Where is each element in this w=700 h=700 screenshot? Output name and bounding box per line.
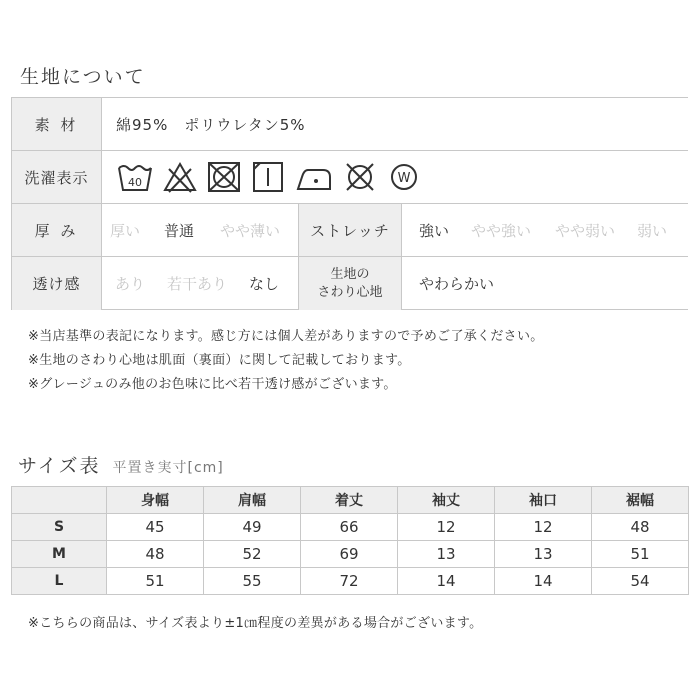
care-label: 洗濯表示	[12, 151, 102, 203]
fabric-section-title: 生地について	[20, 66, 146, 88]
fabric-table	[11, 97, 688, 310]
size-header-cell: 裾幅	[592, 487, 689, 514]
size-header-row	[12, 487, 689, 514]
sheer-label: 透け感	[12, 257, 102, 310]
care-icons	[116, 159, 422, 195]
size-header-cell: 肩幅	[204, 487, 301, 514]
wet-clean-icon	[386, 159, 422, 195]
size-row-label: L	[12, 568, 107, 595]
stretch-option-fairly-weak: やや弱い	[555, 221, 616, 240]
size-cell: 69	[301, 541, 398, 568]
thickness-stretch-row	[12, 204, 688, 257]
size-header-cell: 袖丈	[398, 487, 495, 514]
size-cell: 45	[107, 514, 204, 541]
size-note: ※こちらの商品は、サイズ表より±1㎝程度の差異がある場合がございます。	[28, 616, 483, 631]
table-row	[12, 541, 689, 568]
wash-temp-label: 40	[128, 176, 142, 189]
stretch-option-strong: 強い	[419, 221, 450, 240]
stretch-option-fairly-strong: やや強い	[471, 221, 532, 240]
size-cell: 12	[495, 514, 592, 541]
no-tumble-dry-icon	[206, 159, 242, 195]
size-cell: 51	[592, 541, 689, 568]
texture-value: やわらかい	[419, 275, 495, 293]
table-row	[12, 568, 689, 595]
wet-clean-letter: W	[397, 171, 411, 186]
fabric-note-2: ※生地のさわり心地は肌面（裏面）に関して記載しております。	[28, 353, 411, 368]
thickness-option-thick: 厚い	[110, 221, 141, 240]
material-row	[12, 98, 688, 151]
size-subtitle: 平置き実寸[cm]	[112, 460, 224, 476]
thickness-option-normal: 普通	[164, 221, 195, 240]
wash-40-icon	[116, 159, 154, 195]
no-bleach-icon	[162, 159, 198, 195]
texture-label-line1: 生地の	[330, 266, 370, 282]
texture-label-line2: さわり心地	[317, 284, 383, 300]
size-cell: 52	[204, 541, 301, 568]
size-cell: 14	[495, 568, 592, 595]
size-cell: 48	[107, 541, 204, 568]
sheer-texture-row	[12, 257, 688, 310]
size-cell: 49	[204, 514, 301, 541]
material-label: 素 材	[12, 98, 102, 150]
table-row	[12, 514, 689, 541]
size-header-corner	[12, 487, 107, 514]
drip-dry-icon	[250, 159, 286, 195]
thickness-option-thin: やや薄い	[220, 221, 281, 240]
thickness-label: 厚 み	[12, 204, 102, 256]
size-cell: 55	[204, 568, 301, 595]
size-header-cell: 着丈	[301, 487, 398, 514]
sheer-option-none: なし	[249, 275, 280, 293]
size-cell: 13	[398, 541, 495, 568]
stretch-label: ストレッチ	[298, 204, 402, 256]
size-cell: 51	[107, 568, 204, 595]
size-cell: 48	[592, 514, 689, 541]
size-cell: 14	[398, 568, 495, 595]
size-title: サイズ表	[18, 455, 101, 477]
size-cell: 54	[592, 568, 689, 595]
no-dry-clean-icon	[342, 159, 378, 195]
texture-label	[298, 257, 402, 310]
size-table	[11, 486, 689, 595]
stretch-option-weak: 弱い	[637, 221, 668, 240]
size-header-cell: 身幅	[107, 487, 204, 514]
fabric-note-1: ※当店基準の表記になります。感じ方には個人差がありますので予めご了承ください。	[28, 329, 544, 344]
material-value: 綿95% ポリウレタン5%	[116, 115, 306, 134]
care-row	[12, 151, 688, 204]
sheer-option-slight: 若干あり	[167, 275, 228, 293]
fabric-note-3: ※グレージュのみ他のお色味に比べ若干透け感がございます。	[28, 377, 397, 392]
size-header-cell: 袖口	[495, 487, 592, 514]
size-row-label: S	[12, 514, 107, 541]
size-cell: 13	[495, 541, 592, 568]
iron-low-icon	[294, 159, 334, 195]
size-section-title	[18, 451, 224, 478]
size-cell: 72	[301, 568, 398, 595]
sheer-option-yes: あり	[115, 275, 146, 293]
size-row-label: M	[12, 541, 107, 568]
size-cell: 12	[398, 514, 495, 541]
size-cell: 66	[301, 514, 398, 541]
